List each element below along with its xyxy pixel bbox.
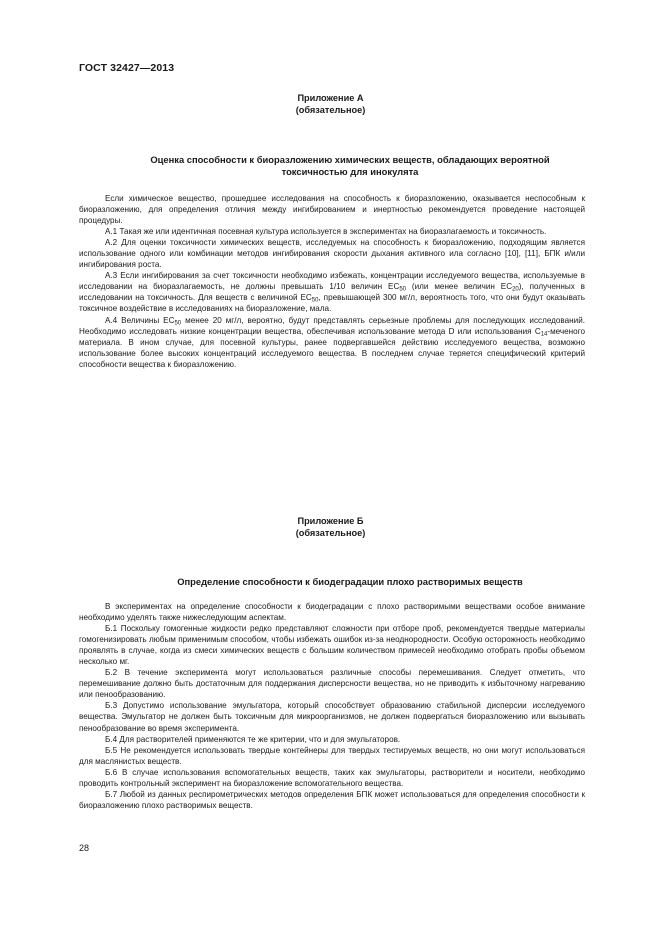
a4-subscript-2: 14 [540, 331, 548, 338]
annex-b-status: (обязательное) [295, 528, 366, 538]
a4-text-2: менее 20 мг/л, вероятно, будут представлять серьезные проблемы для последующих исследований. Необходимо исследовать низкие концентрации вещества, обеспечивая использование метода D или использования C [79, 315, 586, 336]
paragraph-b4: Б.4 Для растворителей применяются те же критерии, что и для эмульгаторов. [105, 734, 401, 744]
annex-b-title: Приложение Б [297, 516, 364, 526]
paragraph-b1: Б.1 Поскольку гомогенные жидкости редко представляют сложности при отборе проб, рекомендуется твердые материалы гомогенизировать любым применимым способом, чтобы избежать ошибок из-за неоднородности. Особую осторожность необходимо проявлять в случае, когда из смеси химических веществ с большим количеством примесей необходимо отобрать пробы объемом несколько мг. [79, 624, 585, 667]
annex-b-heading [0, 515, 661, 539]
annex-a-title: Приложение А [297, 93, 364, 103]
a3-text-1: А.3 Если ингибирования за счет токсичности необходимо избежать, концентрации исследуемого вещества, используемые в исследовании на биоразлагаемость, не должны превышать 1/10 величин EC [79, 271, 585, 292]
a3-subscript-3: 50 [311, 297, 319, 304]
a3-text-4: , превышающей 300 мг/л, вероятность того, что они будут оказывать токсичное воздействие в исследованиях на биоразложение, мала. [79, 293, 586, 314]
annex-a-heading [0, 92, 661, 116]
paragraph-a3 [79, 270, 585, 314]
paragraph-b6: Б.6 В случае использования вспомогательных веществ, таких как эмульгаторы, растворители и носители, необходимо проводить контрольный эксперимент на биоразложение вспомогательного вещества. [79, 767, 585, 788]
paragraph-b3: Б.3 Допустимо использование эмульгатора, который способствует образованию стабильной дисперсии исследуемого вещества. Эмульгатор не должен быть токсичным для микроорганизмов, не должен подвергаться биоразложению или вызывать пенообразование во время эксперимента. [79, 701, 585, 733]
annex-b-body [79, 601, 585, 811]
annex-b-heading-line: Определение способности к биодеградации плохо растворимых веществ [177, 576, 523, 587]
annex-a-body [79, 193, 585, 370]
annex-a-heading-line2: токсичностью для инокулята [281, 166, 419, 177]
paragraph-b2: Б.2 В течение эксперимента могут использоваться различные способы перемешивания. Следует отметить, что перемешивание должно быть достаточным для поддержания дисперсности вещества, но не приводить к избыточному нагреванию или пенообразованию. [79, 668, 585, 700]
annex-a-intro: Если химическое вещество, прошедшее исследования на способность к биоразложению, оказывается неспособным к биоразложению, для определения отличия между ингибированием и инертностью рекомендуется проведение настоящей процедуры. [79, 194, 585, 226]
a3-text-3: ), полученных в исследовании на токсичность. Для веществ с величиной EC [79, 282, 585, 303]
paragraph-b5: Б.5 Не рекомендуется использовать твердые контейнеры для твердых тестируемых веществ, но они могут использоваться для маслянистых веществ. [79, 745, 585, 766]
annex-a-status: (обязательное) [295, 105, 366, 115]
a4-subscript-1: 50 [174, 320, 182, 327]
paragraph-b7: Б.7 Любой из данных респирометрических методов определения БПК может использоваться для определения способности к биоразложению плохо растворимых веществ. [79, 789, 585, 810]
page-number: 28 [79, 843, 90, 853]
a3-subscript-1: 50 [399, 286, 407, 293]
annex-a-heading-line1: Оценка способности к биоразложению химических веществ, обладающих вероятной [150, 154, 550, 165]
paragraph-a1: А.1 Такая же или идентичная посевная культура используется в экспериментах на биоразлагаемость и токсичность. [105, 227, 547, 237]
annex-b-section-title [100, 576, 600, 588]
document-header: ГОСТ 32427—2013 [79, 62, 175, 74]
annex-b-intro: В экспериментах на определение способности к биодеградации с плохо растворимыми веществами особое внимание необходимо уделять также нижеследующим аспектам. [79, 602, 585, 623]
a4-text-3: -меченого материала. В ином случае, для посевной культуры, ранее подвергавшейся действию исследуемого вещества, возможно использование более высоких концентраций исследуемого вещества. В последнем случае теряется специфический критерий способности вещества к биоразложению. [79, 326, 585, 369]
annex-a-section-title [100, 154, 600, 178]
paragraph-a2: А.2 Для оценки токсичности химических веществ, исследуемых на способность к биоразложению, подходящим является использование одного или комбинации методов ингибирования скорости дыхания активного ила согласно [10], [11], БПК и/или ингибирования роста. [79, 238, 585, 270]
a3-text-2: (или менее величин EC [406, 282, 513, 292]
a4-text-1: А.4 Величины EC [105, 315, 175, 325]
paragraph-a4 [79, 315, 585, 370]
a3-subscript-2: 20 [512, 286, 519, 293]
